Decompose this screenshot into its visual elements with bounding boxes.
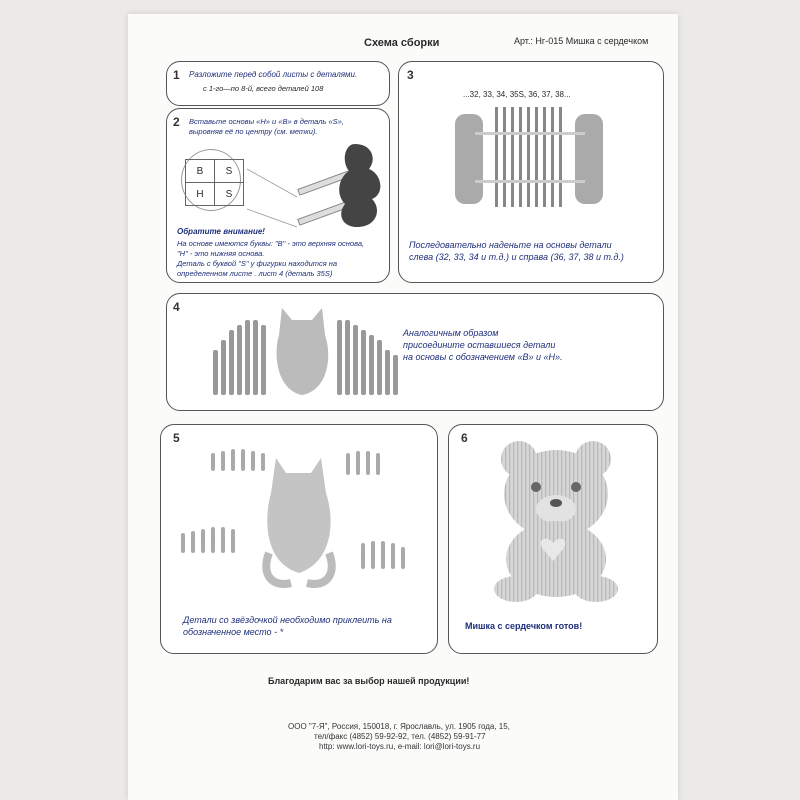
step-number: 2	[173, 115, 180, 129]
step-number: 5	[173, 431, 180, 445]
article-label: Арт.: Нг-015 Мишка с сердечком	[514, 36, 649, 46]
cat-figure-icon	[171, 443, 427, 603]
footer-line3: http: www.lori-toys.ru, e-mail: lori@lori-toys.ru	[319, 742, 481, 751]
note-title: Обратите внимание!	[177, 227, 265, 236]
footer-line2: тел/факс (4852) 59-92-92, тел. (4852) 59-91-77	[314, 732, 486, 741]
cat-figure-icon	[455, 102, 605, 212]
step1-line2: с 1-го—по 8-й, всего деталей 108	[203, 84, 324, 93]
step4-text1: Аналогичным образом	[403, 328, 499, 338]
thanks-text: Благодарим вас за выбор нашей продукции!	[268, 676, 470, 686]
table-cell: H	[186, 183, 215, 206]
step3-text1: Последовательно наденьте на основы детали	[409, 240, 612, 250]
step3-text2: слева (32, 33, 34 и т.д.) и справа (36, 37, 38 и т.д.)	[409, 252, 624, 262]
assembled-bear-icon	[481, 439, 631, 604]
step5-text2: обозначенное место - *	[183, 627, 284, 637]
step4-text2: присоедините оставшиеся детали	[403, 340, 556, 350]
step4-text3: на основы с обозначением «B» и «H».	[403, 352, 563, 362]
note-line2: "H" - это нижняя основа.	[177, 249, 265, 258]
note-line3: Деталь с буквой "S" у фигурки находится на	[177, 259, 338, 268]
step4-panel	[166, 293, 664, 411]
step6-panel	[448, 424, 658, 654]
table-cell: S	[215, 183, 244, 206]
step5-panel	[160, 424, 438, 654]
step-number: 4	[173, 300, 180, 314]
table-cell: B	[186, 160, 215, 183]
note-line4: определенном листе . лист 4 (деталь 35S)	[177, 269, 333, 278]
step5-text1: Детали со звёздочкой необходимо приклеить на	[183, 615, 392, 625]
step1-line1: Разложите перед собой листы с деталями.	[189, 70, 358, 79]
step2-panel	[166, 108, 390, 283]
base-letter-table	[185, 159, 244, 206]
step-number: 3	[407, 68, 414, 82]
step3-panel	[398, 61, 664, 283]
page-title: Схема сборки	[364, 37, 440, 49]
step-number: 6	[461, 431, 468, 445]
note-line1: На основе имеются буквы: "B" - это верхняя основа,	[177, 239, 365, 248]
step-number: 1	[173, 68, 180, 82]
sequence-label: ...32, 33, 34, 35S, 36, 37, 38...	[463, 90, 571, 99]
finished-caption: Мишка с сердечком готов!	[465, 621, 583, 631]
bear-figure-icon	[237, 139, 387, 229]
step2-instr-b: выровняв её по центру (см. метки).	[189, 127, 318, 136]
footer-line1: ООО "7-Я", Россия, 150018, г. Ярославль, ул. 1905 года, 15,	[288, 722, 510, 731]
step2-instr-a: Вставьте основы «H» и «B» в деталь «S»,	[189, 117, 344, 126]
table-cell: S	[215, 160, 244, 183]
step1-panel	[166, 61, 390, 106]
